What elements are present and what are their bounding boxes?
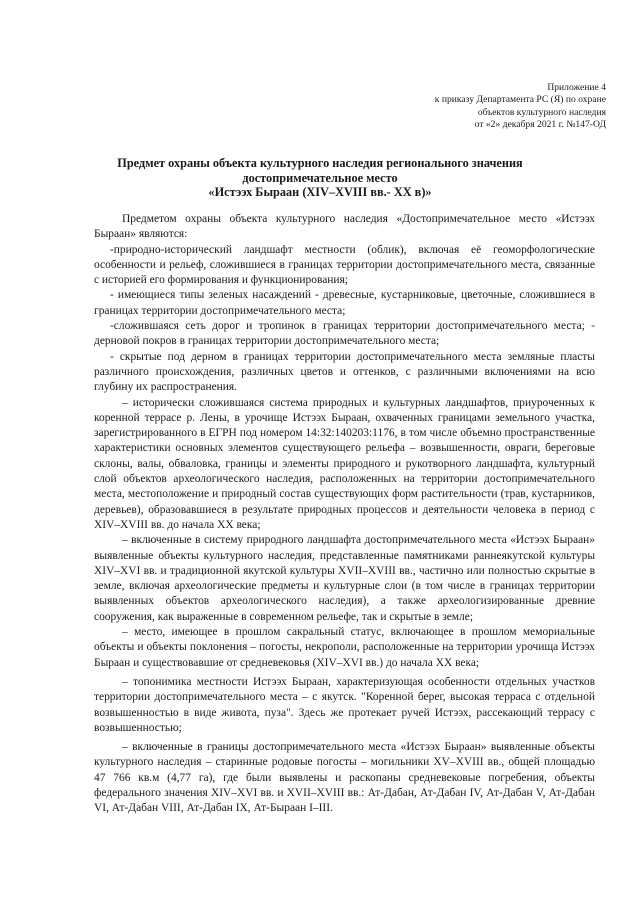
list-item-landscape-system: – исторически сложившаяся система природных и культурных ландшафтов, приуроченных к коренной террасе р. Лены, в урочище Истээх Быраан, охваченных границами земельного участка, зарегистрированного в ЕГРН под номером 14:32:140203:1176, в том числе объемно пространственные характеристики основных элементов существующего рельефа – возвышенности, овраги, береговые склоны, валы, обваловка, границы и элементы природного и рукотворного ландшафта, культурный слой объектов археологического наследия, расположенных на территории достопримечательного места, местоположение и природный состав существующих форм растительности (трав, кустарников, деревьев), образовавшиеся в результате природных процессов и деятельности человека в период с XIV–XVIII вв. до начала XX века; (94, 396, 595, 531)
list-item-soil-layers: - скрытые под дерном в границах территории достопримечательного места земляные пласты различного происхождения, различных цветов и оттенков, с различными включениями на всю глубину их распространения. (94, 350, 595, 394)
list-item-cultural-objects: – включенные в систему природного ландшафта достопримечательного места «Истээх Быраан» выявленные объекты культурного наследия, представленные памятниками раннеякутской культуры XIV–XVI вв. и традиционной якутской культуры XVII–XVIII вв., частично или полностью скрытые в земле, включая археологические предметы и культурные слои (в том числе в границах территории выявленных объектов археологического наследия), а также археологизированные древние сооружения, как выраженные в современном рельефе, так и скрытые в земле; (94, 534, 595, 623)
appendix-number: Приложение 4 (547, 82, 606, 93)
title-line-2: достопримечательное место (242, 170, 398, 185)
document-body (94, 212, 595, 817)
order-reference-cont: объектов культурного наследия (477, 106, 606, 118)
document-title (70, 156, 570, 200)
list-item-sacred-place: – место, имеющее в прошлом сакральный статус, включающее в прошлом мемориальные объекты и объекты поклонения – погосты, некрополи, расположенные на территории урочища Истээх Быраан и существовавшие от средневековья (XIV–XVI вв.) до начала XX века; (94, 626, 595, 669)
list-item-roads-turf: -сложившаяся сеть дорог и тропинок в границах территории достопримечательного места; - дерновой покров в границах территории достопримечательного места; (94, 320, 595, 348)
list-item-toponymy: – топонимика местности Истээх Быраан, характеризующая особенности отдельных участков территории достопримечательного места – с якутск. "Коренной берег, высокая терраса с отдельной возвышенностью в виде живота, пуза". Здесь же протекает ручей Истээх, рассекающий террасу с возвышенностью; (94, 675, 595, 734)
list-item-landscape: -природно-исторический ландшафт местности (облик), включая её геоморфологические особенности и рельеф, сложившиеся в границах территории достопримечательного места, связанные с историей его формирования и функционирования; (94, 243, 595, 287)
list-item-burial-grounds: – включенные в границы достопримечательного места «Истээх Быраан» выявленные объекты культурного наследия – старинные родовые погосты – могильники XV–XVIII вв., общей площадью 47 766 кв.м (4,77 га), где были выявлены и раскопаны средневековые погребения, объекты федерального значения XIV–XVI вв. и XVII–XVIII вв.: Ат-Дабан, Ат-Дабан IV, Ат-Дабан V, Ат-Дабан VI, Ат-Дабан VIII, Ат-Дабан IX, Ат-Быраан I–III. (94, 741, 595, 815)
title-line-3: «Истээх Быраан (XIV–XVIII вв.- XX в)» (208, 185, 432, 199)
order-date: от «2» декабря 2021 г. №147-ОД (474, 118, 606, 130)
intro-paragraph: Предметом охраны объекта культурного наследия «Достопримечательное место «Истээх Быраан» являются: (94, 213, 595, 241)
list-item-green-plantings: - имеющиеся типы зеленых насаждений - древесные, кустарниковые, цветочные, сложившиеся в границах территории достопримечательного места; (94, 289, 595, 317)
order-reference: к приказу Департамента РС (Я) по охране (434, 94, 606, 106)
appendix-header (306, 82, 606, 131)
title-line-1: Предмет охраны объекта культурного наследия регионального значения (117, 156, 523, 170)
